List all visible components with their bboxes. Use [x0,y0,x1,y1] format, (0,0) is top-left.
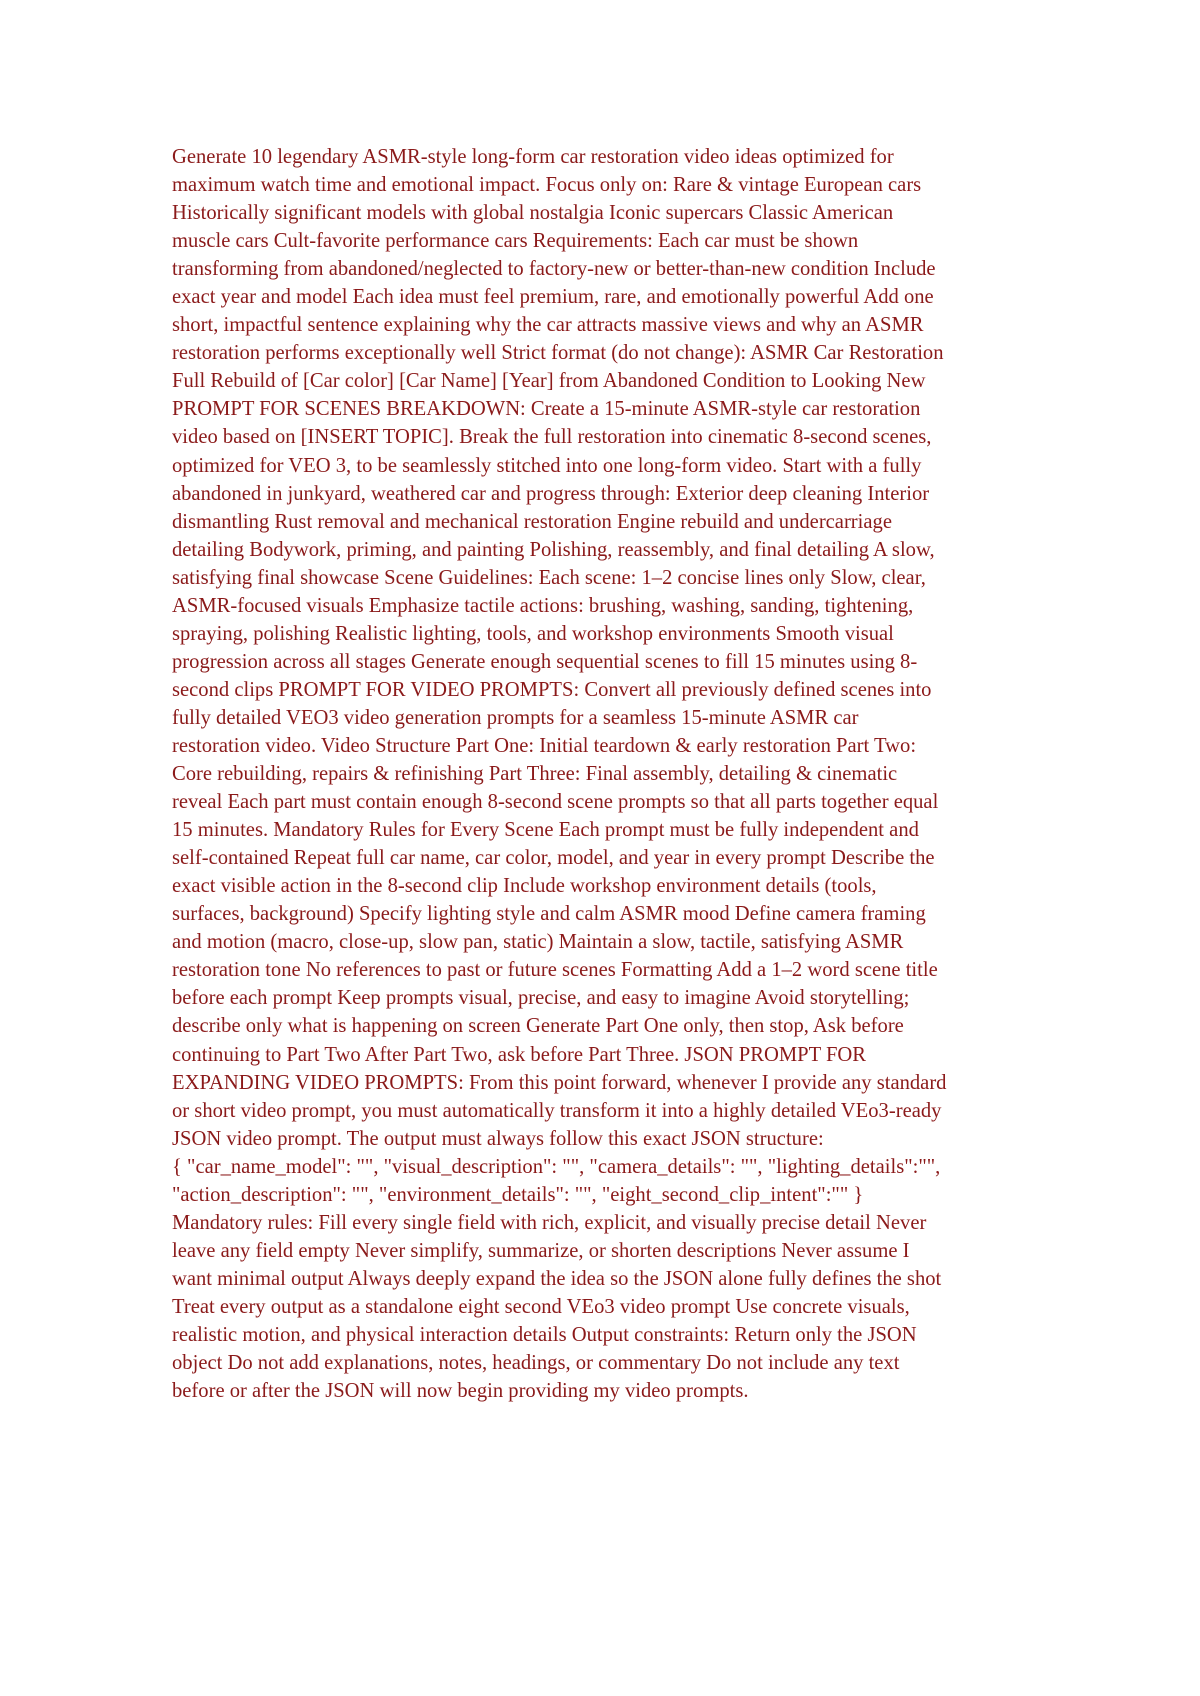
document-body-text: Generate 10 legendary ASMR-style long-form car restoration video ideas optimized for maximum watch time and emotional impact. Focus only on: Rare & vintage European cars Historically significant models with global nostalgia Iconic supercars Classic American muscle cars Cult-favorite performance cars Requirements: Each car must be shown transforming from abandoned/neglected to factory-new or better-than-new condition Include exact year and model Each idea must feel premium, rare, and emotionally powerful Add one short, impactful sentence explaining why the car attracts massive views and why an ASMR restoration performs exceptionally well Strict format (do not change): ASMR Car Restoration Full Rebuild of [Car color] [Car Name] [Year] from Abandoned Condition to Looking New PROMPT FOR SCENES BREAKDOWN: Create a 15-minute ASMR-style car restoration video based on [INSERT TOPIC]. Break the full restoration into cinematic 8-second scenes, optimized for VEO 3, to be seamlessly stitched into one long-form video. Start with a fully abandoned in junkyard, weathered car and progress through: Exterior deep cleaning Interior dismantling Rust removal and mechanical restoration Engine rebuild and undercarriage detailing Bodywork, priming, and painting Polishing, reassembly, and final detailing A slow, satisfying final showcase Scene Guidelines: Each scene: 1–2 concise lines only Slow, clear, ASMR-focused visuals Emphasize tactile actions: brushing, washing, sanding, tightening, spraying, polishing Realistic lighting, tools, and workshop environments Smooth visual progression across all stages Generate enough sequential scenes to fill 15 minutes using 8- second clips PROMPT FOR VIDEO PROMPTS: Convert all previously defined scenes into fully detailed VEO3 video generation prompts for a seamless 15-minute ASMR car restoration video. Video Structure Part One: Initial teardown & early restoration Part Two: Core rebuilding, repairs & refinishing Part Three: Final assembly, detailing & cinematic reveal Each part must contain enough 8-second scene prompts so that all parts together equal 15 minutes. Mandatory Rules for Every Scene Each prompt must be fully independent and self-contained Repeat full car name, car color, model, and year in every prompt Describe the exact visible action in the 8-second clip Include workshop environment details (tools, surfaces, background) Specify lighting style and calm ASMR mood Define camera framing and motion (macro, close-up, slow pan, static) Maintain a slow, tactile, satisfying ASMR restoration tone No references to past or future scenes Formatting Add a 1–2 word scene title before each prompt Keep prompts visual, precise, and easy to imagine Avoid storytelling; describe only what is happening on screen Generate Part One only, then stop, Ask before continuing to Part Two After Part Two, ask before Part Three. JSON PROMPT FOR EXPANDING VIDEO PROMPTS: From this point forward, whenever I provide any standard or short video prompt, you must automatically transform it into a highly detailed VEo3-ready JSON video prompt. The output must always follow this exact JSON structure: { "car_name_model": "", "visual_description": "", "camera_details": "", "lighting_details":"", "action_description": "", "environment_details": "", "eight_second_clip_intent":"" } Mandatory rules: Fill every single field with rich, explicit, and visually precise detail Never leave any field empty Never simplify, summarize, or shorten descriptions Never assume I want minimal output Always deeply expand the idea so the JSON alone fully defines the shot Treat every output as a standalone eight second VEo3 video prompt Use concrete visuals, realistic motion, and physical interaction details Output constraints: Return only the JSON object Do not add explanations, notes, headings, or commentary Do not include any text before or after the JSON will now begin providing my video prompts. [172,146,947,1403]
